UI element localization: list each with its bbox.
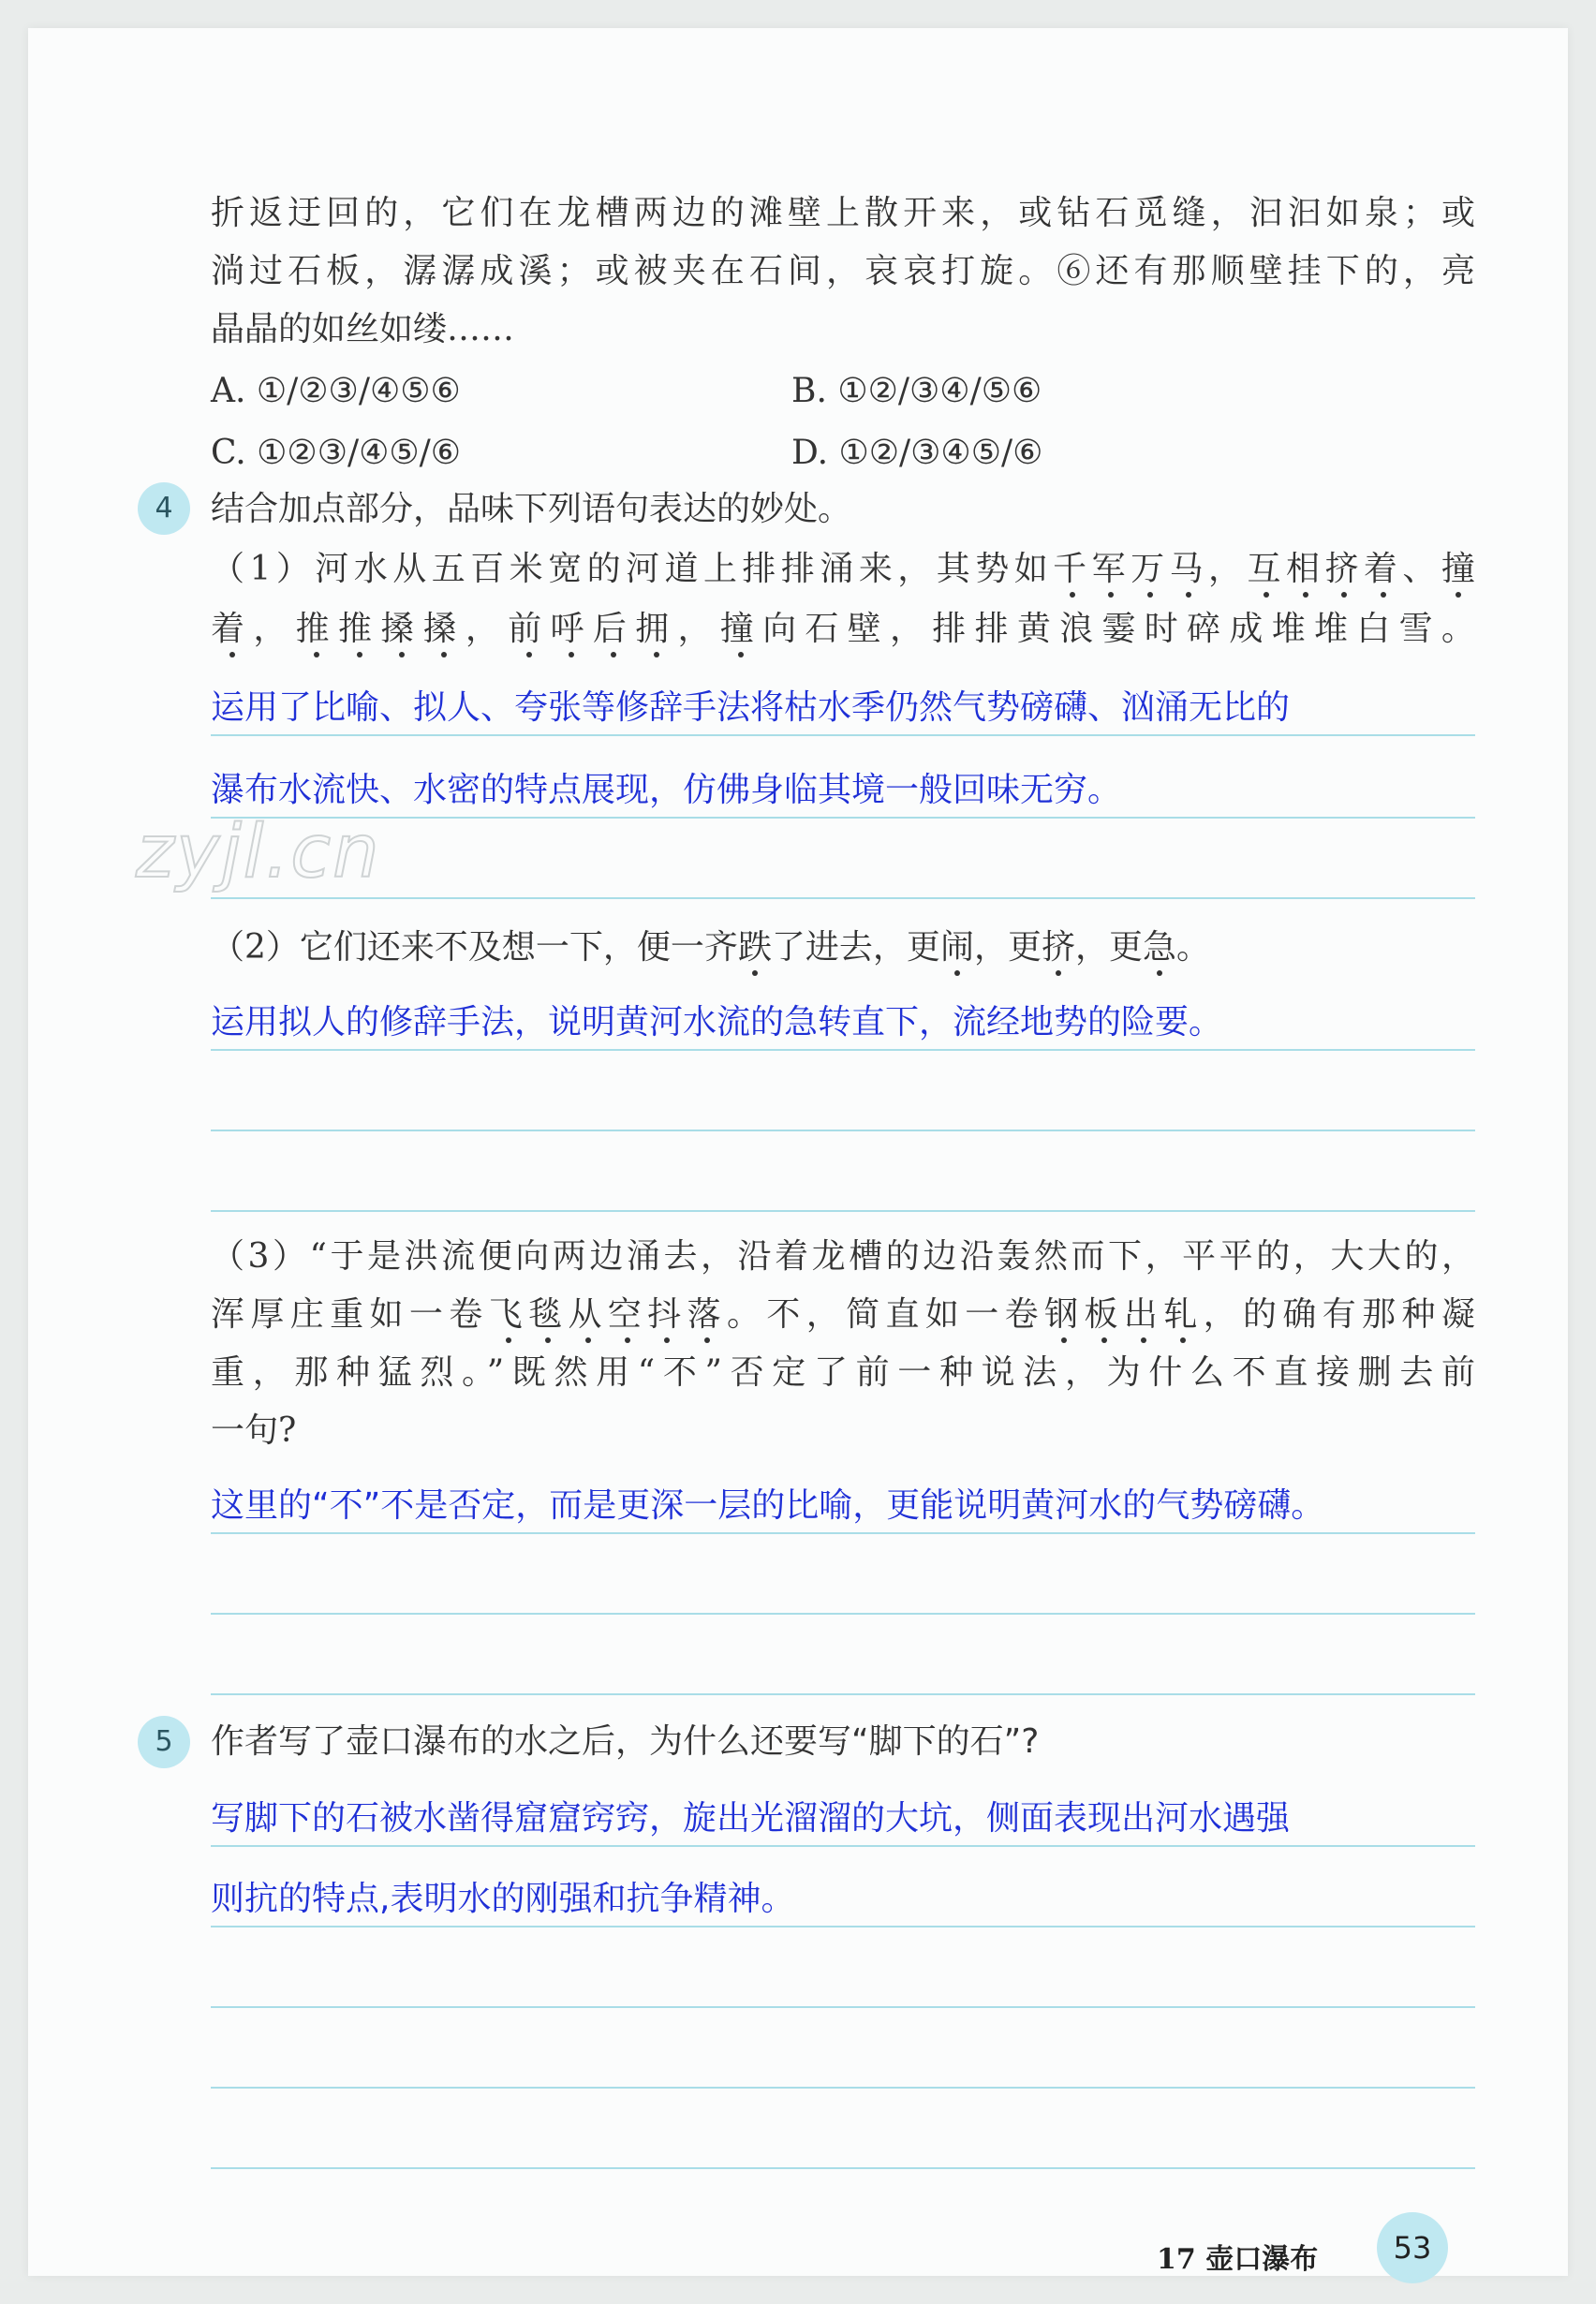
text-segment: ，更 xyxy=(973,928,1042,967)
option-b[interactable]: B. ①②/③④/⑤⑥ xyxy=(791,372,1042,410)
watermark-logo: zyjl.cn xyxy=(136,810,381,894)
answer-rule-line xyxy=(211,1210,1475,1212)
text-segment: 。 xyxy=(1176,928,1211,967)
handwritten-answer: 瀑布水流快、水密的特点展现，仿佛身临其境一般回味无穷。 xyxy=(211,771,1122,809)
text-segment: ， xyxy=(253,610,296,648)
emphasized-char: 抖 xyxy=(647,1295,687,1334)
emphasized-char: 空 xyxy=(607,1295,648,1334)
answer-rule-line xyxy=(211,1049,1475,1051)
question-stem: 作者写了壶口瀑布的水之后，为什么还要写“脚下的石”? xyxy=(211,1722,1040,1761)
answer-rule-line xyxy=(211,2087,1475,2089)
emphasized-char: 落 xyxy=(687,1295,728,1334)
option-c[interactable]: C. ①②③/④⑤/⑥ xyxy=(211,434,462,472)
text-segment: 浑厚庄重如一卷 xyxy=(211,1295,489,1334)
emphasized-char: 着 xyxy=(211,610,254,648)
emphasized-char: 拥 xyxy=(635,610,678,648)
option-a[interactable]: A. ①/②③/④⑤⑥ xyxy=(211,372,461,410)
text-segment: 向石壁，排排黄浪霎时碎成堆堆白雪。 xyxy=(762,610,1475,648)
lesson-title: 17 壶口瀑布 xyxy=(1157,2243,1319,2276)
passage-line: 淌过石板，潺潺成溪；或被夹在石间，哀哀打旋。⑥还有那顺壁挂下的，亮 xyxy=(211,252,1475,290)
text-segment: ， xyxy=(1208,550,1248,588)
question-stem: 结合加点部分，品味下列语句表达的妙处。 xyxy=(211,490,852,528)
emphasized-char: 前 xyxy=(508,610,551,648)
text-segment: （1）河水从五百米宽的河道上排排涌来，其势如 xyxy=(211,550,1054,588)
emphasized-char: 呼 xyxy=(550,610,593,648)
emphasized-char: 军 xyxy=(1091,550,1131,588)
emphasized-char: 相 xyxy=(1285,550,1325,588)
emphasized-char: 飞 xyxy=(488,1295,529,1334)
answer-rule-line xyxy=(211,1693,1475,1695)
passage-line: 折返迂回的，它们在龙槽两边的滩壁上散开来，或钻石觅缝，汩汩如泉；或 xyxy=(211,194,1475,232)
text-segment: ， xyxy=(677,610,720,648)
sentence-3-line-2 xyxy=(211,1294,1475,1336)
emphasized-char: 挤 xyxy=(1324,550,1364,588)
emphasized-char: 推 xyxy=(295,610,338,648)
handwritten-answer: 则抗的特点,表明水的刚强和抗争精神。 xyxy=(211,1880,795,1918)
question-number-badge: 5 xyxy=(138,1716,190,1768)
handwritten-answer: 写脚下的石被水凿得窟窟窍窍，旋出光溜溜的大坑，侧面表现出河水遇强 xyxy=(211,1799,1291,1838)
emphasized-char: 急 xyxy=(1143,928,1177,967)
emphasized-char: 马 xyxy=(1169,550,1209,588)
emphasized-char: 万 xyxy=(1130,550,1170,588)
emphasized-char: 钢 xyxy=(1044,1295,1085,1334)
emphasized-char: 闹 xyxy=(939,928,974,967)
workbook-page xyxy=(28,28,1568,2276)
emphasized-char: 互 xyxy=(1247,550,1286,588)
answer-rule-line xyxy=(211,817,1475,819)
sentence-1-line-1 xyxy=(211,549,1475,590)
page-number-badge: 53 xyxy=(1377,2212,1448,2283)
handwritten-answer: 运用了比喻、拟人、夸张等修辞手法将枯水季仍然气势磅礴、汹涌无比的 xyxy=(211,688,1291,727)
answer-rule-line xyxy=(211,734,1475,736)
answer-rule-line xyxy=(211,2006,1475,2008)
sentence-3-line-1: （3）“于是洪流便向两边涌去，沿着龙槽的边沿轰然而下，平平的，大大的， xyxy=(211,1237,1475,1276)
text-segment: （2）它们还来不及想一下，便一齐 xyxy=(211,928,738,967)
emphasized-char: 推 xyxy=(337,610,381,648)
emphasized-char: 轧 xyxy=(1163,1295,1204,1334)
answer-rule-line xyxy=(211,1130,1475,1131)
answer-rule-line xyxy=(211,897,1475,899)
emphasized-char: 从 xyxy=(568,1295,608,1334)
emphasized-char: 毯 xyxy=(528,1295,569,1334)
answer-rule-line xyxy=(211,1926,1475,1927)
emphasized-char: 搡 xyxy=(422,610,466,648)
sentence-1-line-2 xyxy=(211,609,1475,650)
text-segment: 了进去，更 xyxy=(771,928,940,967)
sentence-2-line-1 xyxy=(211,927,1475,968)
text-segment: ， xyxy=(465,610,509,648)
emphasized-char: 后 xyxy=(592,610,636,648)
emphasized-char: 着 xyxy=(1363,550,1403,588)
emphasized-char: 挤 xyxy=(1041,928,1075,967)
text-segment: ，更 xyxy=(1074,928,1143,967)
passage-line: 晶晶的如丝如缕…… xyxy=(211,310,515,348)
question-number-badge: 4 xyxy=(138,482,190,535)
handwritten-answer: 运用拟人的修辞手法，说明黄河水流的急转直下，流经地势的险要。 xyxy=(211,1003,1223,1041)
text-segment: ，的确有那种凝 xyxy=(1203,1295,1475,1334)
emphasized-char: 千 xyxy=(1053,550,1092,588)
emphasized-char: 撞 xyxy=(719,610,763,648)
option-d[interactable]: D. ①②/③④⑤/⑥ xyxy=(791,434,1043,472)
emphasized-char: 出 xyxy=(1123,1295,1164,1334)
answer-rule-line xyxy=(211,1532,1475,1534)
emphasized-char: 搡 xyxy=(380,610,423,648)
sentence-3-line-3: 重，那种猛烈。”既然用“不”否定了前一种说法，为什么不直接删去前 xyxy=(211,1353,1475,1392)
emphasized-char: 跌 xyxy=(737,928,772,967)
text-segment: 、 xyxy=(1402,550,1441,588)
handwritten-answer: 这里的“不”不是否定，而是更深一层的比喻，更能说明黄河水的气势磅礴。 xyxy=(211,1486,1325,1525)
answer-rule-line xyxy=(211,1845,1475,1847)
emphasized-char: 撞 xyxy=(1441,550,1475,588)
sentence-3-line-4: 一句? xyxy=(211,1411,297,1450)
text-segment: 。不，简直如一卷 xyxy=(727,1295,1045,1334)
emphasized-char: 板 xyxy=(1084,1295,1124,1334)
answer-rule-line xyxy=(211,2167,1475,2169)
answer-rule-line xyxy=(211,1613,1475,1615)
